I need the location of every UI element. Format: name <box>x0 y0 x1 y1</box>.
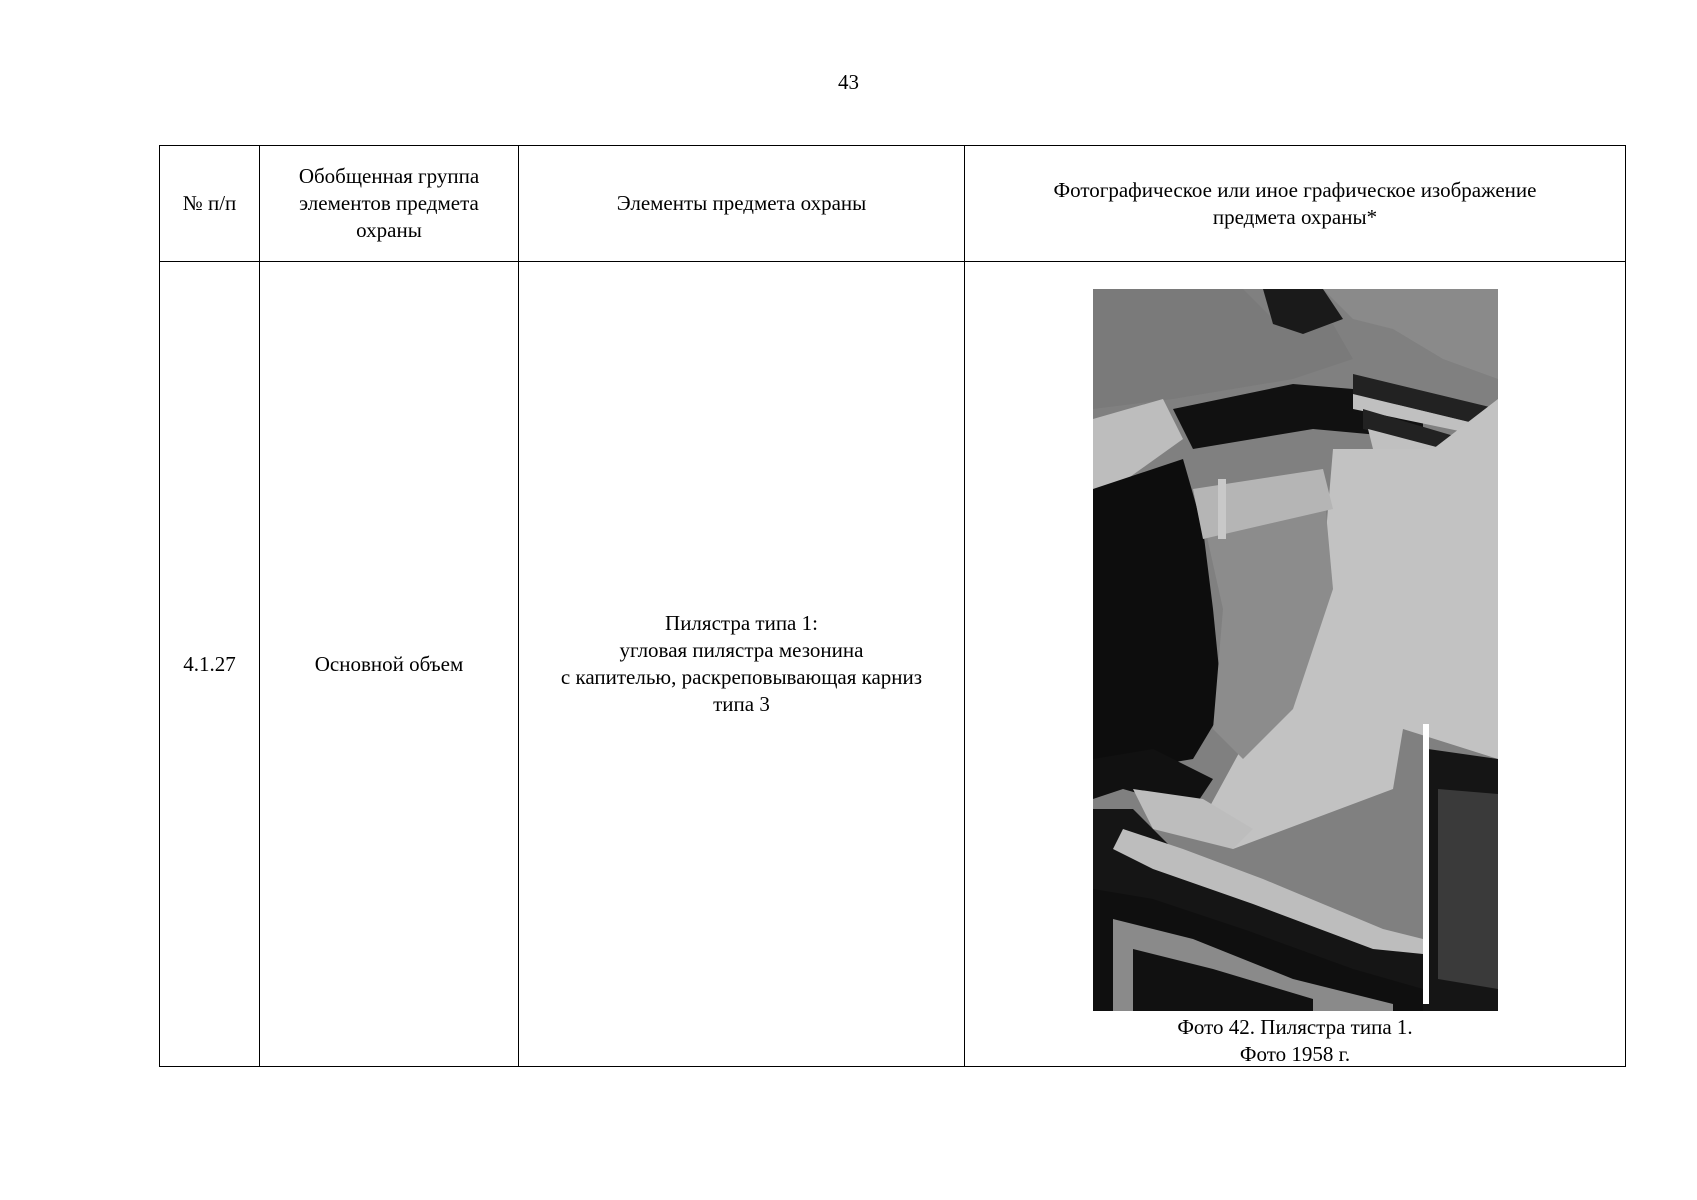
cell-number: 4.1.27 <box>160 262 260 1067</box>
table-row <box>160 262 1626 1067</box>
page-number: 43 <box>838 70 859 94</box>
header-elements: Элементы предмета охраны <box>519 146 965 262</box>
protection-table <box>159 145 1626 1067</box>
pilaster-photo <box>1093 289 1498 1011</box>
header-number: № п/п <box>160 146 260 262</box>
pilaster-photo-image <box>1093 289 1498 1011</box>
cell-photo <box>965 262 1626 1067</box>
table-header-row <box>160 146 1626 262</box>
cell-group: Основной объем <box>260 262 519 1067</box>
header-group: Обобщенная группа элементов предмета охраны <box>260 146 519 262</box>
cell-elements: Пилястра типа 1: угловая пилястра мезонина с капителью, раскреповывающая карниз типа 3 <box>519 262 965 1067</box>
header-photo: Фотографическое или иное графическое изображение предмета охраны* <box>965 146 1626 262</box>
photo-caption: Фото 42. Пилястра типа 1. Фото 1958 г. <box>1177 1015 1413 1066</box>
